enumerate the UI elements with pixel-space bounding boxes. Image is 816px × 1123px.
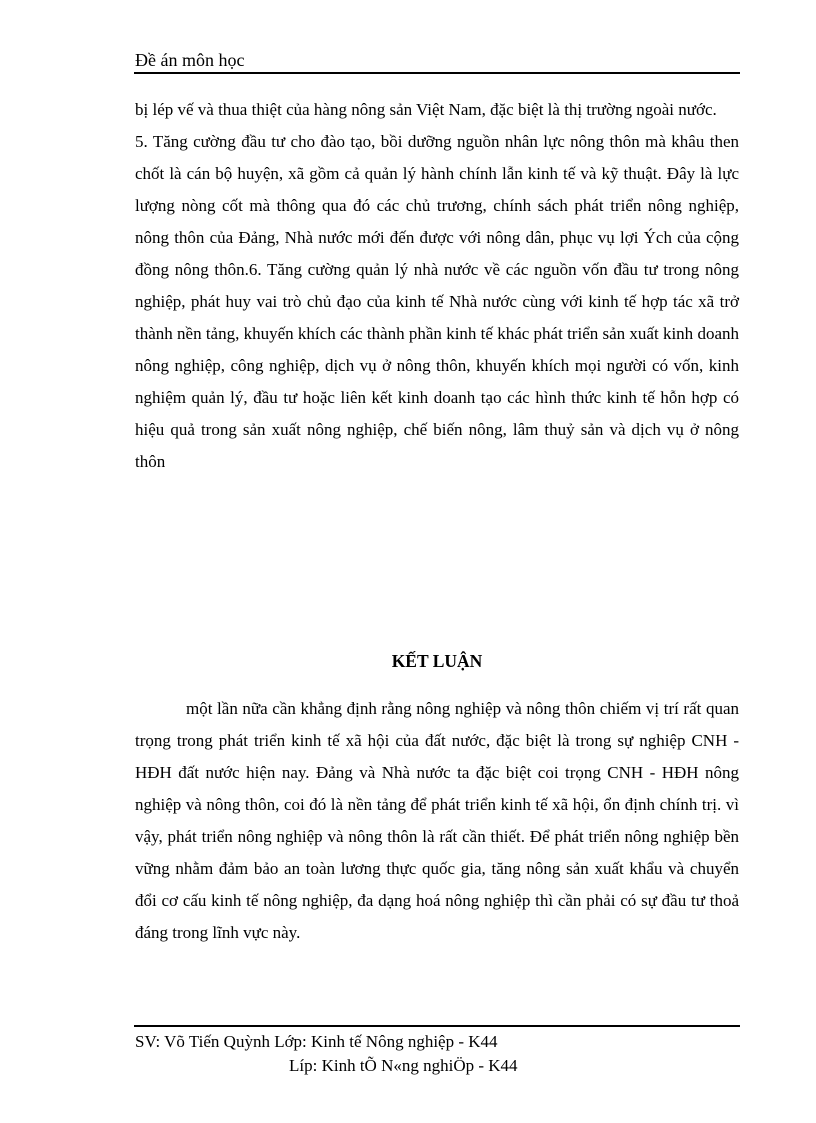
body-paragraph: bị lép vế và thua thiệt của hàng nông sản Việt Nam, đặc biệt là thị trường ngoài nước. 5. Tăng cường đầu tư cho đào tạo, bồi dưỡng nguồn nhân lực nông thôn mà khâu then chốt là cán bộ huyện, xã gồm cả quản lý hành chính lẫn kinh tế và kỹ thuật. Đây là lực lượng nòng cốt mà thông qua đó các chủ trương, chính sách phát triển nông nghiệp, nông thôn của Đảng, Nhà nước mới đến được với nông dân, phục vụ lợi Ých của cộng đồng nông thôn.6. Tăng cường quản lý nhà nước về các nguồn vốn đầu tư trong nông nghiệp, phát huy vai trò chủ đạo của kinh tế Nhà nước cùng với kinh tế hợp tác xã trở thành nền tảng, khuyến khích các thành phần kinh tế khác phát triển sản xuất kinh doanh nông nghiệp, công nghiệp, dịch vụ ở nông thôn, khuyến khích mọi người có vốn, kinh nghiệm quản lý, đầu tư hoặc liên kết kinh doanh tạo các hình thức kinh tế hỗn hợp có hiệu quả trong sản xuất nông nghiệp, chế biến nông, lâm thuỷ sản và dịch vụ ở nông thôn (135, 100, 739, 471)
footer-divider (134, 1025, 740, 1027)
footer-class-info: Líp: Kinh tÕ N«ng nghiÖp - K44 (289, 1056, 518, 1075)
header-divider (134, 72, 740, 74)
footer-student-info: SV: Võ Tiến Quỳnh Lớp: Kinh tế Nông nghiệp - K44 (135, 1032, 498, 1051)
conclusion-heading: KẾT LUẬN (391, 651, 483, 671)
page-header-title: Đề án môn học (135, 50, 245, 70)
conclusion-paragraph: một lần nữa cần khẳng định rằng nông nghiệp và nông thôn chiếm vị trí rất quan trọng trong phát triển kinh tế xã hội của đất nước, đặc biệt là trong sự nghiệp CNH - HĐH đất nước hiện nay. Đảng và Nhà nước ta đặc biệt coi trọng CNH - HĐH nông nghiệp và nông thôn, coi đó là nền tảng để phát triển kinh tế xã hội, ổn định chính trị. vì vậy, phát triển nông nghiệp và nông thôn là rất cần thiết. Để phát triển nông nghiệp bền vững nhằm đảm bảo an toàn lương thực quốc gia, tăng nông sản xuất khẩu và chuyển đổi cơ cấu kinh tế nông nghiệp, đa dạng hoá nông nghiệp thì cần phải có sự đầu tư thoả đáng trong lĩnh vực này. (135, 699, 739, 942)
